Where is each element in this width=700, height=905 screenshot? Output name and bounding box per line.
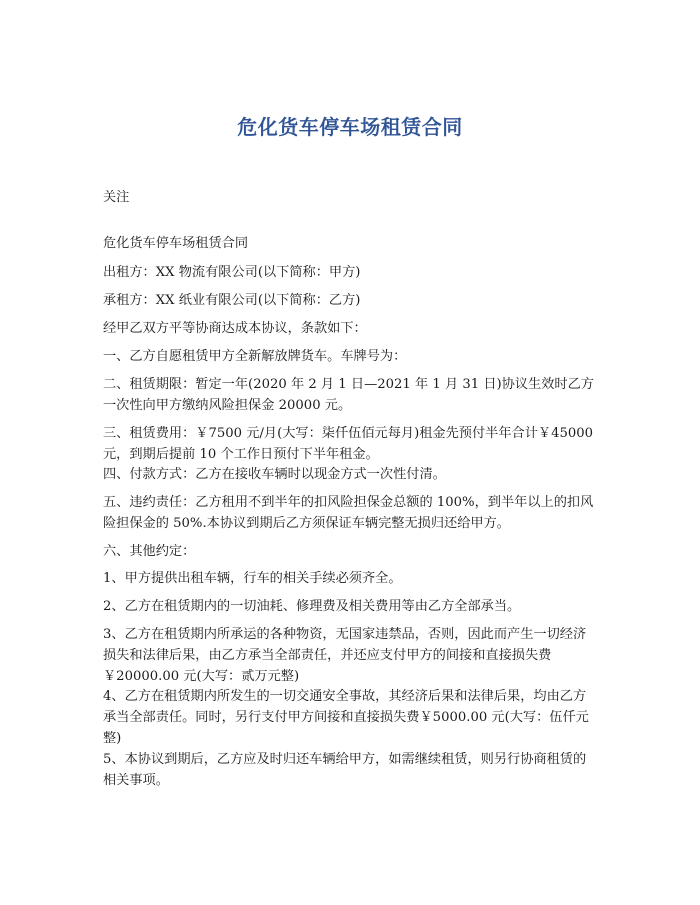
agreement-1: 1、甲方提供出租车辆，行车的相关手续必须齐全。	[103, 571, 402, 586]
clause-6: 六、其他约定：	[103, 544, 196, 559]
document-title: 危化货车停车场租赁合同	[237, 115, 463, 139]
lessee-line: 承租方：XX 纸业有限公司(以下简称：乙方)	[103, 293, 361, 308]
follow-label: 关注	[103, 190, 130, 205]
clause-3: 三、租赁费用：￥7500 元/月(大写：柒仟伍佰元每月)租金先预付半年合计￥45000 元，到期后提前 10 个工作日预付下半年租金。	[103, 426, 594, 462]
agreement-2: 2、乙方在租赁期内的一切油耗、修理费及相关费用等由乙方全部承当。	[103, 599, 521, 614]
agreement-3: 3、乙方在租赁期内所承运的各种物资，无国家违禁品，否则，因此而产生一切经济损失和法律后果，由乙方承当全部责任，并还应支付甲方的间接和直接损失费￥20000.00 元(大写：贰万元整)	[103, 627, 587, 684]
agreement-4: 4、乙方在租赁期内所发生的一切交通安全事故，其经济后果和法律后果，均由乙方承当全部责任。同时，另行支付甲方间接和直接损失费￥5000.00 元(大写：伍仟元整)	[103, 689, 589, 746]
lessor-line: 出租方：XX 物流有限公司(以下简称：甲方)	[103, 265, 361, 280]
clause-5: 五、违约责任：乙方租用不到半年的扣风险担保金总额的 100%，到半年以上的扣风险担保金的 50%.本协议到期后乙方须保证车辆完整无损归还给甲方。	[103, 495, 594, 531]
clause-1: 一、乙方自愿租赁甲方全新解放牌货车。车牌号为：	[103, 349, 407, 364]
preamble: 经甲乙双方平等协商达成本协议，条款如下：	[103, 321, 367, 336]
clause-4: 四、付款方式：乙方在接收车辆时以现金方式一次性付清。	[103, 467, 446, 482]
contract-name: 危化货车停车场租赁合同	[103, 236, 249, 251]
clause-2: 二、租赁期限：暂定一年(2020 年 2 月 1 日—2021 年 1 月 31 日)协议生效时乙方一次性向甲方缴纳风险担保金 20000 元。	[103, 377, 594, 413]
agreement-5: 5、本协议到期后，乙方应及时归还车辆给甲方，如需继续租赁，则另行协商租赁的相关事项。	[103, 752, 587, 788]
